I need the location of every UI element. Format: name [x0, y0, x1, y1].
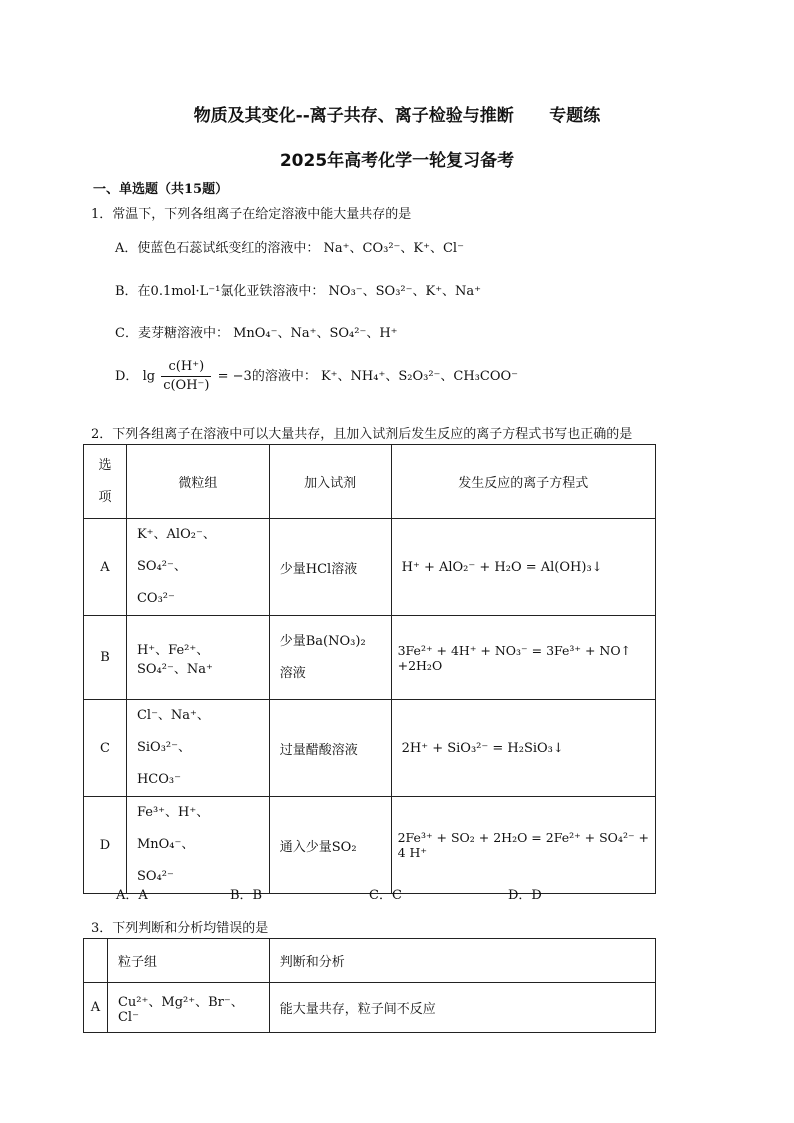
row-option: C	[84, 700, 127, 797]
question-2-stem: 2．下列各组离子在溶液中可以大量共存，且加入试剂后发生反应的离子方程式书写也正确的是	[91, 427, 633, 442]
question-2-choices	[116, 884, 576, 903]
row-option: D	[84, 797, 127, 894]
row-equation: 2H⁺ + SiO₃²⁻ = H₂SiO₃↓	[391, 700, 655, 797]
row-reagent: 少量HCl溶液	[269, 519, 391, 616]
table-header-row	[84, 445, 656, 519]
row-particles: Fe³⁺、H⁺、MnO₄⁻、 SO₄²⁻	[126, 797, 269, 894]
option-d-label: D．	[115, 369, 139, 385]
option-d-fraction	[161, 358, 211, 395]
table-row-c	[84, 700, 656, 797]
table-row-a	[84, 983, 656, 1033]
header-option: 选 项	[84, 445, 127, 519]
header-blank	[84, 939, 108, 983]
title-line-2: 2025年高考化学一轮复习备考	[279, 151, 515, 171]
row-particles: K⁺、AlO₂⁻、SO₄²⁻、 CO₃²⁻	[126, 519, 269, 616]
fraction-denominator: c(OH⁻)	[163, 378, 210, 394]
row-equation: 3Fe²⁺ + 4H⁺ + NO₃⁻ = 3Fe³⁺ + NO↑ +2H₂O	[391, 616, 655, 700]
table-row-b	[84, 616, 656, 700]
row-equation: 2Fe³⁺ + SO₂ + 2H₂O = 2Fe²⁺ + SO₄²⁻ + 4 H⁺	[391, 797, 655, 894]
row-particles: Cu²⁺、Mg²⁺、Br⁻、Cl⁻	[107, 983, 269, 1033]
question-2-table	[83, 444, 656, 894]
choice-c: C．C	[369, 888, 402, 903]
choice-d: D．D	[508, 888, 542, 903]
header-reagent: 加入试剂	[269, 445, 391, 519]
option-d-condition: = −3的溶液中：	[217, 369, 317, 385]
row-option: A	[84, 519, 127, 616]
question-1-option-d	[115, 358, 518, 395]
question-1-option-c	[115, 322, 398, 341]
table-row-a	[84, 519, 656, 616]
row-option: A	[84, 983, 108, 1033]
option-d-lg: lg	[142, 369, 156, 385]
choice-b: B．B	[230, 888, 263, 903]
option-c-ions: MnO₄⁻、Na⁺、SO₄²⁻、H⁺	[233, 326, 398, 341]
option-c-text: C．麦芽糖溶液中：	[115, 326, 229, 341]
header-particles: 粒子组	[107, 939, 269, 983]
row-reagent: 少量Ba(NO₃)₂ 溶液	[269, 616, 391, 700]
question-1-option-b	[115, 280, 481, 299]
title-line-1: 物质及其变化--离子共存、离子检验与推断 专题练	[193, 106, 601, 126]
question-1-option-a	[115, 237, 464, 256]
row-particles: H⁺、Fe²⁺、SO₄²⁻、Na⁺	[126, 616, 269, 700]
option-b-ions: NO₃⁻、SO₃²⁻、K⁺、Na⁺	[328, 284, 482, 299]
row-equation: H⁺ + AlO₂⁻ + H₂O = Al(OH)₃↓	[391, 519, 655, 616]
row-reagent: 过量醋酸溶液	[269, 700, 391, 797]
option-d-ions: K⁺、NH₄⁺、S₂O₃²⁻、CH₃COO⁻	[320, 369, 519, 385]
header-particles: 微粒组	[126, 445, 269, 519]
table-header-row	[84, 939, 656, 983]
table-row-d	[84, 797, 656, 894]
header-analysis: 判断和分析	[269, 939, 655, 983]
question-3-stem: 3．下列判断和分析均错误的是	[91, 921, 269, 936]
fraction-numerator: c(H⁺)	[161, 358, 211, 377]
question-3-table	[83, 938, 656, 1033]
option-b-text: B．在0.1mol·L⁻¹氯化亚铁溶液中：	[115, 284, 325, 299]
option-a-text: A．使蓝色石蕊试纸变红的溶液中：	[115, 241, 320, 256]
row-option: B	[84, 616, 127, 700]
row-analysis: 能大量共存，粒子间不反应	[269, 983, 655, 1033]
option-a-ions: Na⁺、CO₃²⁻、K⁺、Cl⁻	[323, 241, 464, 256]
section-heading: 一、单选题（共15题）	[93, 182, 229, 197]
header-equation: 发生反应的离子方程式	[391, 445, 655, 519]
choice-a: A．A	[116, 888, 148, 903]
row-particles: Cl⁻、Na⁺、SiO₃²⁻、 HCO₃⁻	[126, 700, 269, 797]
question-1-stem: 1．常温下，下列各组离子在给定溶液中能大量共存的是	[91, 207, 412, 222]
row-reagent: 通入少量SO₂	[269, 797, 391, 894]
